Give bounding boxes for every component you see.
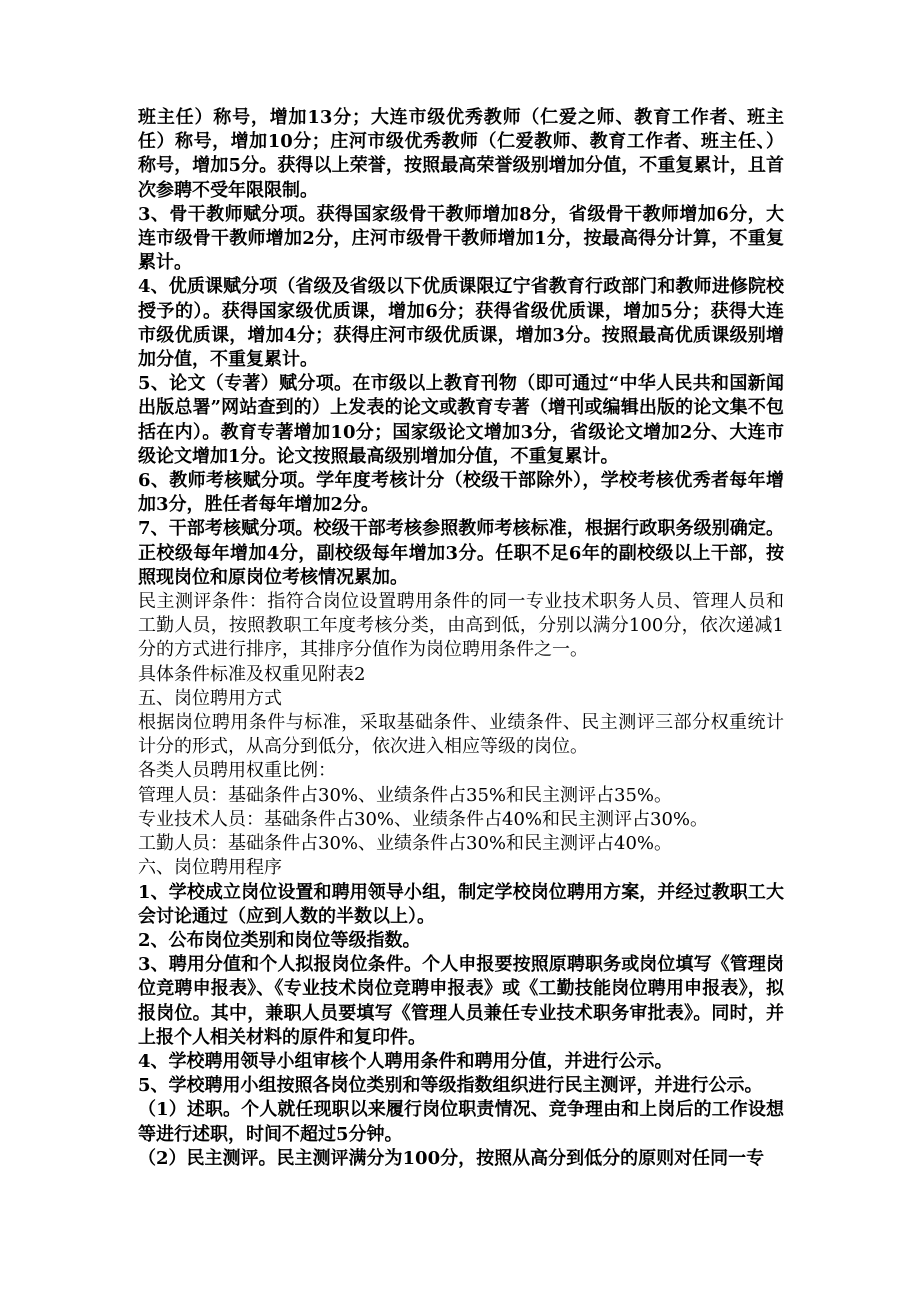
paragraph-weights-technical: 专业技术人员：基础条件占30%、业绩条件占40%和民主测评占30%。	[138, 808, 709, 830]
paragraph-step-5-1: （1）述职。个人就任现职以来履行岗位职责情况、竞争理由和上岗后的工作设想等进行述职，时间不超过5分钟。	[138, 1099, 784, 1145]
paragraph-papers: 5、论文（专著）赋分项。在市级以上教育刊物（即可通过“中华人民共和国新闻出版总署”网站查到的）上发表的论文或教育专著（增刊或编辑出版的论文集不包括在内）。教育专著增加10分；国家级论文增加3分，省级论文增加2分、大连市级论文增加1分。论文按照最高级别增加分值，不重复累计。	[138, 373, 784, 467]
paragraph-backbone-teacher: 3、骨干教师赋分项。获得国家级骨干教师增加8分，省级骨干教师增加6分，大连市级骨干教师增加2分，庄河市级骨干教师增加1分，按最高得分计算，不重复累计。	[138, 203, 784, 274]
paragraph-teacher-assessment: 6、教师考核赋分项。学年度考核计分（校级干部除外），学校考核优秀者每年增加3分，胜任者每年增加2分。	[138, 470, 784, 516]
paragraph-step-3: 3、聘用分值和个人拟报岗位条件。个人申报要按照原聘职务或岗位填写《管理岗位竞聘申报表》、《专业技术岗位竞聘申报表》或《工勤技能岗位聘用申报表》，拟报岗位。其中，兼职人员要填写《管理人员兼任专业技术职务审批表》。同时，并上报个人相关材料的原件和复印件。	[138, 954, 784, 1048]
paragraph-step-4: 4、学校聘用领导小组审核个人聘用条件和聘用分值，并进行公示。	[138, 1050, 673, 1072]
paragraph-step-5-2: （2）民主测评。民主测评满分为100分，按照从高分到低分的原则对任同一专	[138, 1147, 765, 1169]
paragraph-honors: 班主任）称号，增加13分；大连市级优秀教师（仁爱之师、教育工作者、班主任）称号，增加10分；庄河市级优秀教师（仁爱教师、教育工作者、班主任、）称号，增加5分。获得以上荣誉，按照最高荣誉级别增加分值，不重复累计，且首次参聘不受年限限制。	[138, 107, 784, 201]
paragraph-appendix-note: 具体条件标准及权重见附表2	[138, 663, 366, 685]
paragraph-quality-course: 4、优质课赋分项（省级及省级以下优质课限辽宁省教育行政部门和教师进修院校授予的）。获得国家级优质课，增加6分；获得省级优质课，增加5分；获得大连市级优质课，增加4分；获得庄河市级优质课，增加3分。按照最高优质课级别增加分值，不重复累计。	[138, 276, 784, 371]
paragraph-method: 根据岗位聘用条件与标准，采取基础条件、业绩条件、民主测评三部分权重统计计分的形式，从高分到低分，依次进入相应等级的岗位。	[138, 712, 784, 758]
section-heading-6: 六、岗位聘用程序	[138, 857, 282, 879]
paragraph-weights-workers: 工勤人员：基础条件占30%、业绩条件占30%和民主测评占40%。	[138, 833, 673, 855]
paragraph-democratic-evaluation: 民主测评条件：指符合岗位设置聘用条件的同一专业技术职务人员、管理人员和工勤人员，按照教职工年度考核分类，由高到低，分别以满分100分，依次递减1分的方式进行排序，其排序分值作为岗位聘用条件之一。	[138, 591, 784, 661]
paragraph-weights-management: 管理人员：基础条件占30%、业绩条件占35%和民主测评占35%。	[138, 784, 673, 806]
paragraph-step-1: 1、学校成立岗位设置和聘用领导小组，制定学校岗位聘用方案，并经过教职工大会讨论通过（应到人数的半数以上）。	[138, 881, 784, 927]
section-heading-5: 五、岗位聘用方式	[138, 687, 282, 709]
paragraph-step-5: 5、学校聘用小组按照各岗位类别和等级指数组织进行民主测评，并进行公示。	[138, 1075, 763, 1097]
document-page	[138, 106, 784, 1171]
paragraph-cadre-assessment: 7、干部考核赋分项。校级干部考核参照教师考核标准，根据行政职务级别确定。正校级每年增加4分，副校级每年增加3分。任职不足6年的副校级以上干部，按照现岗位和原岗位考核情况累加。	[138, 518, 784, 588]
paragraph-weights-intro: 各类人员聘用权重比例：	[138, 760, 336, 782]
paragraph-step-2: 2、公布岗位类别和岗位等级指数。	[138, 929, 421, 951]
